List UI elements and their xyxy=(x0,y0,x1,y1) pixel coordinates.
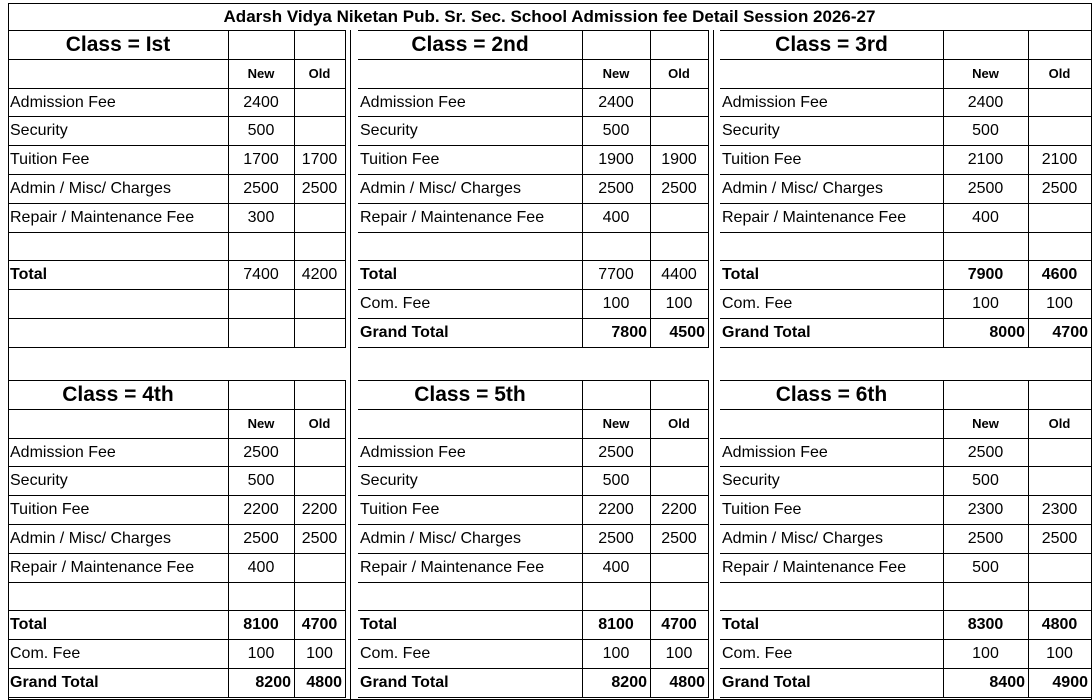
fee-new-value: 2500 xyxy=(967,179,1004,197)
fee-new-value: 2400 xyxy=(967,93,1004,111)
grid-line xyxy=(720,524,1092,525)
grid-line xyxy=(943,380,944,698)
grid-line xyxy=(358,59,709,60)
grand-total-new-value: 7800 xyxy=(611,323,647,341)
fee-label: Security xyxy=(722,471,780,489)
grid-line xyxy=(720,380,1092,381)
fee-label: Admission Fee xyxy=(10,93,116,111)
fee-old-value xyxy=(294,438,345,467)
grid-line xyxy=(358,697,709,698)
grid-line xyxy=(350,30,351,700)
com-fee-old-value: 100 xyxy=(665,294,693,312)
grand-total-old-value: 4500 xyxy=(669,323,705,341)
fee-new-value: 2200 xyxy=(243,500,279,518)
grid-line xyxy=(720,289,1092,290)
fee-label: Repair / Maintenance Fee xyxy=(722,558,907,576)
grid-line xyxy=(720,318,1092,319)
grid-line xyxy=(8,174,346,175)
fee-label: Admin / Misc/ Charges xyxy=(10,529,171,547)
grid-line xyxy=(1028,30,1029,348)
grid-line xyxy=(358,495,709,496)
fee-old-value: 2100 xyxy=(1041,150,1078,168)
grid-line xyxy=(8,88,346,89)
column-header-new: New xyxy=(602,66,630,81)
grid-line xyxy=(8,409,346,410)
grid-line xyxy=(358,347,709,348)
fee-label: Tuition Fee xyxy=(722,500,802,518)
grid-line xyxy=(358,289,709,290)
fee-new-value: 1700 xyxy=(243,150,279,168)
grid-line xyxy=(358,610,709,611)
fee-old-value xyxy=(650,553,708,582)
fee-old-value: 2500 xyxy=(1041,529,1078,547)
grid-line xyxy=(8,145,346,146)
grand-total-old-value: 4700 xyxy=(1052,323,1088,341)
fee-old-value xyxy=(650,116,708,145)
fee-old-value: 2500 xyxy=(1041,179,1078,197)
grid-line xyxy=(8,30,346,31)
com-fee-new-value: 100 xyxy=(972,294,999,312)
fee-label: Tuition Fee xyxy=(360,150,440,168)
fee-new-value: 400 xyxy=(972,208,999,226)
total-old-value: 4600 xyxy=(1041,265,1078,283)
grid-line xyxy=(1028,380,1029,698)
grid-line xyxy=(8,116,346,117)
grid-line xyxy=(720,438,1092,439)
grid-line xyxy=(8,318,346,319)
page-title: Adarsh Vidya Niketan Pub. Sr. Sec. School Admission fee Detail Session 2026-27 xyxy=(223,6,876,26)
fee-old-value xyxy=(294,203,345,232)
com-fee-label: Com. Fee xyxy=(10,644,81,662)
fee-new-value: 2400 xyxy=(243,93,279,111)
com-fee-label: Com. Fee xyxy=(360,294,431,312)
com-fee-new-value: 100 xyxy=(602,294,630,312)
grid-line xyxy=(8,466,346,467)
total-new-value: 7700 xyxy=(598,265,634,283)
grid-line xyxy=(358,380,709,381)
fee-new-value: 2500 xyxy=(243,529,279,547)
class-heading: Class = Ist xyxy=(65,33,171,56)
column-header-new: New xyxy=(972,416,999,431)
total-label: Total xyxy=(360,265,398,283)
fee-old-value xyxy=(1028,553,1091,582)
grid-line xyxy=(358,232,709,233)
fee-label: Admission Fee xyxy=(360,443,466,461)
fee-new-value: 2200 xyxy=(598,500,634,518)
grid-line xyxy=(358,145,709,146)
fee-label: Tuition Fee xyxy=(10,150,90,168)
fee-new-value: 2500 xyxy=(967,443,1004,461)
fee-old-value xyxy=(650,466,708,495)
column-header-new: New xyxy=(247,416,275,431)
grid-line xyxy=(720,30,1092,31)
grid-line xyxy=(358,409,709,410)
grid-line xyxy=(8,639,346,640)
fee-new-value: 2100 xyxy=(967,150,1004,168)
fee-old-value: 2500 xyxy=(301,179,338,197)
fee-old-value: 2200 xyxy=(301,500,338,518)
grid-line xyxy=(582,30,583,348)
total-old-value: 4400 xyxy=(661,265,697,283)
fee-label: Repair / Maintenance Fee xyxy=(10,208,195,226)
grand-total-new-value: 8200 xyxy=(611,673,647,691)
fee-label: Tuition Fee xyxy=(10,500,90,518)
fee-label: Tuition Fee xyxy=(722,150,802,168)
grid-line xyxy=(720,260,1092,261)
com-fee-old-value: 100 xyxy=(665,644,693,662)
grid-line xyxy=(720,347,1092,348)
fee-new-value: 400 xyxy=(602,558,630,576)
grand-total-label: Grand Total xyxy=(360,323,449,341)
fee-old-value xyxy=(650,438,708,467)
total-new-value: 7900 xyxy=(967,265,1004,283)
grid-line xyxy=(358,524,709,525)
fee-label: Tuition Fee xyxy=(360,500,440,518)
fee-label: Admin / Misc/ Charges xyxy=(722,529,883,547)
grid-line xyxy=(8,697,346,698)
class-heading: Class = 4th xyxy=(62,383,174,406)
fee-label: Repair / Maintenance Fee xyxy=(360,208,545,226)
fee-new-value: 500 xyxy=(972,558,999,576)
fee-new-value: 2500 xyxy=(967,529,1004,547)
total-old-value: 4800 xyxy=(1041,615,1078,633)
total-new-value: 8100 xyxy=(243,615,279,633)
total-label: Total xyxy=(722,265,760,283)
fee-old-value xyxy=(294,88,345,117)
grid-line xyxy=(720,59,1092,60)
fee-old-value: 2500 xyxy=(661,529,697,547)
com-fee-label: Com. Fee xyxy=(722,294,793,312)
fee-new-value: 2500 xyxy=(598,443,634,461)
column-header-old: Old xyxy=(1048,416,1071,431)
grid-line xyxy=(228,380,229,698)
grid-line xyxy=(713,30,714,700)
grid-line xyxy=(358,203,709,204)
total-old-value: 4200 xyxy=(301,265,338,283)
fee-new-value: 2300 xyxy=(967,500,1004,518)
grid-line xyxy=(358,260,709,261)
fee-new-value: 500 xyxy=(247,121,275,139)
grid-line xyxy=(8,232,346,233)
total-new-value: 8300 xyxy=(967,615,1004,633)
grid-line xyxy=(358,582,709,583)
fee-label: Security xyxy=(722,121,780,139)
fee-old-value xyxy=(294,116,345,145)
grid-line xyxy=(8,380,346,381)
grid-line xyxy=(8,289,346,290)
fee-new-value: 400 xyxy=(602,208,630,226)
fee-new-value: 2500 xyxy=(598,529,634,547)
grid-line xyxy=(708,30,709,348)
grid-line xyxy=(720,495,1092,496)
class-heading: Class = 5th xyxy=(414,383,526,406)
grid-line xyxy=(720,88,1092,89)
grid-line xyxy=(8,260,346,261)
grid-line xyxy=(8,668,346,669)
fee-label: Repair / Maintenance Fee xyxy=(722,208,907,226)
grid-line xyxy=(8,59,346,60)
com-fee-new-value: 100 xyxy=(602,644,630,662)
grid-line xyxy=(720,203,1092,204)
grid-line xyxy=(358,553,709,554)
fee-new-value: 500 xyxy=(972,471,999,489)
grid-line xyxy=(358,174,709,175)
grid-line xyxy=(345,380,346,698)
class-heading: Class = 2nd xyxy=(411,33,529,56)
grid-line xyxy=(720,174,1092,175)
grid-line xyxy=(8,553,346,554)
grid-line xyxy=(8,582,346,583)
fee-new-value: 500 xyxy=(602,471,630,489)
fee-old-value xyxy=(1028,116,1091,145)
fee-old-value xyxy=(294,466,345,495)
com-fee-new-value: 100 xyxy=(972,644,999,662)
grand-total-new-value: 8200 xyxy=(255,673,291,691)
fee-new-value: 500 xyxy=(602,121,630,139)
fee-label: Repair / Maintenance Fee xyxy=(360,558,545,576)
grid-line xyxy=(720,582,1092,583)
class-heading: Class = 6th xyxy=(775,383,888,406)
grid-line xyxy=(8,203,346,204)
grid-line xyxy=(358,639,709,640)
grand-total-old-value: 4900 xyxy=(1052,673,1088,691)
grid-line xyxy=(8,610,346,611)
column-header-old: Old xyxy=(308,416,331,431)
grid-line xyxy=(943,30,944,348)
grid-line xyxy=(294,30,295,348)
grid-line xyxy=(8,347,346,348)
fee-old-value xyxy=(1028,438,1091,467)
fee-old-value xyxy=(1028,203,1091,232)
grand-total-old-value: 4800 xyxy=(306,673,342,691)
grid-line xyxy=(720,116,1092,117)
grid-line xyxy=(720,409,1092,410)
grid-line xyxy=(720,610,1092,611)
fee-label: Security xyxy=(360,121,418,139)
grid-line xyxy=(720,145,1092,146)
grand-total-old-value: 4800 xyxy=(669,673,705,691)
fee-old-value: 2500 xyxy=(301,529,338,547)
grid-line xyxy=(8,495,346,496)
grid-line xyxy=(708,380,709,698)
total-label: Total xyxy=(10,615,48,633)
grid-line xyxy=(8,524,346,525)
fee-new-value: 2400 xyxy=(598,93,634,111)
fee-label: Admission Fee xyxy=(360,93,466,111)
com-fee-label: Com. Fee xyxy=(722,644,793,662)
fee-new-value: 400 xyxy=(247,558,275,576)
column-header-new: New xyxy=(247,66,275,81)
fee-label: Admission Fee xyxy=(722,443,828,461)
total-new-value: 8100 xyxy=(598,615,634,633)
grand-total-new-value: 8000 xyxy=(989,323,1025,341)
fee-label: Admission Fee xyxy=(722,93,828,111)
grid-line xyxy=(8,438,346,439)
fee-new-value: 1900 xyxy=(598,150,634,168)
grid-line xyxy=(228,30,229,348)
grand-total-label: Grand Total xyxy=(722,323,811,341)
fee-label: Security xyxy=(10,471,68,489)
fee-new-value: 2500 xyxy=(598,179,634,197)
fee-new-value: 500 xyxy=(247,471,275,489)
fee-label: Admin / Misc/ Charges xyxy=(10,179,171,197)
total-label: Total xyxy=(360,615,398,633)
total-old-value: 4700 xyxy=(301,615,338,633)
com-fee-label: Com. Fee xyxy=(360,644,431,662)
grand-total-new-value: 8400 xyxy=(989,673,1025,691)
fee-old-value xyxy=(294,553,345,582)
fee-new-value: 500 xyxy=(972,121,999,139)
grid-line xyxy=(358,88,709,89)
fee-old-value: 2500 xyxy=(661,179,697,197)
grid-line xyxy=(720,553,1092,554)
column-header-old: Old xyxy=(308,66,331,81)
grid-line xyxy=(650,380,651,698)
grand-total-label: Grand Total xyxy=(10,673,99,691)
fee-old-value: 1700 xyxy=(301,150,338,168)
grid-line xyxy=(720,639,1092,640)
fee-old-value xyxy=(650,88,708,117)
column-header-new: New xyxy=(602,416,630,431)
grid-line xyxy=(650,30,651,348)
fee-label: Admin / Misc/ Charges xyxy=(360,529,521,547)
grid-line xyxy=(358,438,709,439)
grid-line xyxy=(8,3,9,700)
grid-line xyxy=(358,116,709,117)
fee-label: Admission Fee xyxy=(10,443,116,461)
grid-line xyxy=(720,466,1092,467)
total-old-value: 4700 xyxy=(661,615,697,633)
grand-total-label: Grand Total xyxy=(360,673,449,691)
grid-line xyxy=(720,232,1092,233)
grid-line xyxy=(720,697,1092,698)
fee-label: Security xyxy=(10,121,68,139)
com-fee-old-value: 100 xyxy=(1046,644,1073,662)
grid-line xyxy=(358,668,709,669)
fee-new-value: 2500 xyxy=(243,179,279,197)
grid-line xyxy=(358,466,709,467)
fee-new-value: 300 xyxy=(247,208,275,226)
column-header-old: Old xyxy=(668,66,690,81)
total-new-value: 7400 xyxy=(243,265,279,283)
grid-line xyxy=(358,30,709,31)
column-header-old: Old xyxy=(668,416,690,431)
column-header-new: New xyxy=(972,66,999,81)
column-header-old: Old xyxy=(1048,66,1071,81)
fee-label: Admin / Misc/ Charges xyxy=(722,179,883,197)
total-label: Total xyxy=(10,265,48,283)
total-label: Total xyxy=(722,615,760,633)
grid-line xyxy=(582,380,583,698)
fee-old-value: 2200 xyxy=(661,500,697,518)
fee-old-value xyxy=(1028,466,1091,495)
grand-total-label: Grand Total xyxy=(722,673,811,691)
com-fee-new-value: 100 xyxy=(247,644,275,662)
com-fee-old-value: 100 xyxy=(1046,294,1073,312)
grid-line xyxy=(720,668,1092,669)
grid-line xyxy=(345,30,346,348)
fee-label: Security xyxy=(360,471,418,489)
fee-new-value: 2500 xyxy=(243,443,279,461)
fee-label: Repair / Maintenance Fee xyxy=(10,558,195,576)
fee-old-value xyxy=(1028,88,1091,117)
fee-old-value: 1900 xyxy=(661,150,697,168)
fee-label: Admin / Misc/ Charges xyxy=(360,179,521,197)
class-heading: Class = 3rd xyxy=(775,33,888,56)
fee-old-value: 2300 xyxy=(1041,500,1078,518)
com-fee-old-value: 100 xyxy=(306,644,333,662)
grid-line xyxy=(294,380,295,698)
grid-line xyxy=(358,318,709,319)
fee-old-value xyxy=(650,203,708,232)
